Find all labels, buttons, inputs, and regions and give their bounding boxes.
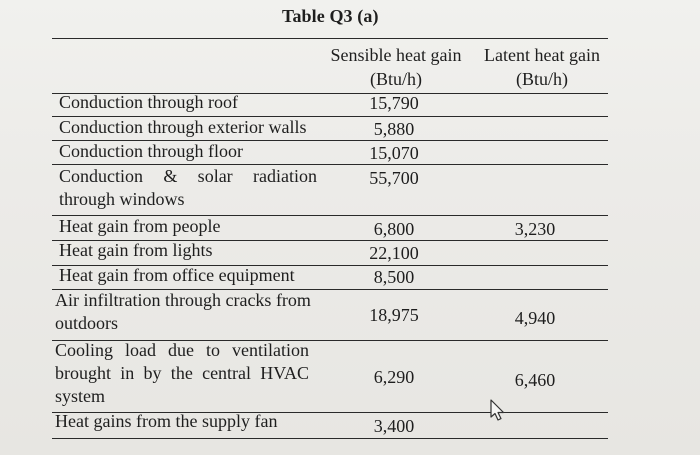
table-row-label: Conduction through floor bbox=[59, 141, 243, 161]
sensible-value: 22,100 bbox=[369, 243, 419, 263]
table-row-label: Heat gains from the supply fan bbox=[55, 411, 278, 431]
table-row-label: Heat gain from people bbox=[59, 216, 221, 236]
sensible-value: 8,500 bbox=[373, 267, 415, 287]
table-row-label: Conduction through roof bbox=[59, 92, 238, 112]
table-row-label: Cooling load due to ventilation brought in by the central HVAC system bbox=[55, 340, 309, 406]
table-row-label: Conduction through exterior walls bbox=[59, 117, 307, 137]
table-caption: Table Q3 (a) bbox=[282, 6, 379, 26]
latent-value: 4,940 bbox=[514, 308, 556, 328]
latent-value: 3,230 bbox=[514, 219, 556, 239]
table-row-label: Heat gain from lights bbox=[59, 240, 213, 260]
table-bottom-rule bbox=[52, 438, 608, 439]
sensible-header-line2: (Btu/h) bbox=[370, 69, 422, 89]
sensible-value: 15,790 bbox=[369, 93, 419, 113]
sensible-value: 55,700 bbox=[369, 168, 419, 188]
latent-header bbox=[478, 43, 606, 91]
table-row-label: Conduction & solar radiation through windows bbox=[59, 166, 317, 209]
sensible-value: 5,880 bbox=[373, 119, 415, 139]
sensible-value: 6,800 bbox=[373, 219, 415, 239]
mouse-pointer-icon bbox=[486, 398, 508, 424]
sensible-value: 6,290 bbox=[373, 367, 415, 387]
sensible-value: 18,975 bbox=[369, 305, 419, 325]
sensible-value: 3,400 bbox=[373, 416, 415, 436]
table-row-label: Air infiltration through cracks from outdoors bbox=[55, 290, 311, 333]
sensible-header bbox=[328, 43, 464, 91]
table-top-rule bbox=[52, 38, 608, 39]
sensible-value: 15,070 bbox=[369, 143, 419, 163]
sensible-header-line1: Sensible heat gain bbox=[330, 45, 462, 65]
latent-header-line2: (Btu/h) bbox=[516, 69, 568, 89]
latent-value: 6,460 bbox=[514, 370, 556, 390]
latent-header-line1: Latent heat gain bbox=[484, 45, 600, 65]
table-row-label: Heat gain from office equipment bbox=[59, 265, 295, 285]
